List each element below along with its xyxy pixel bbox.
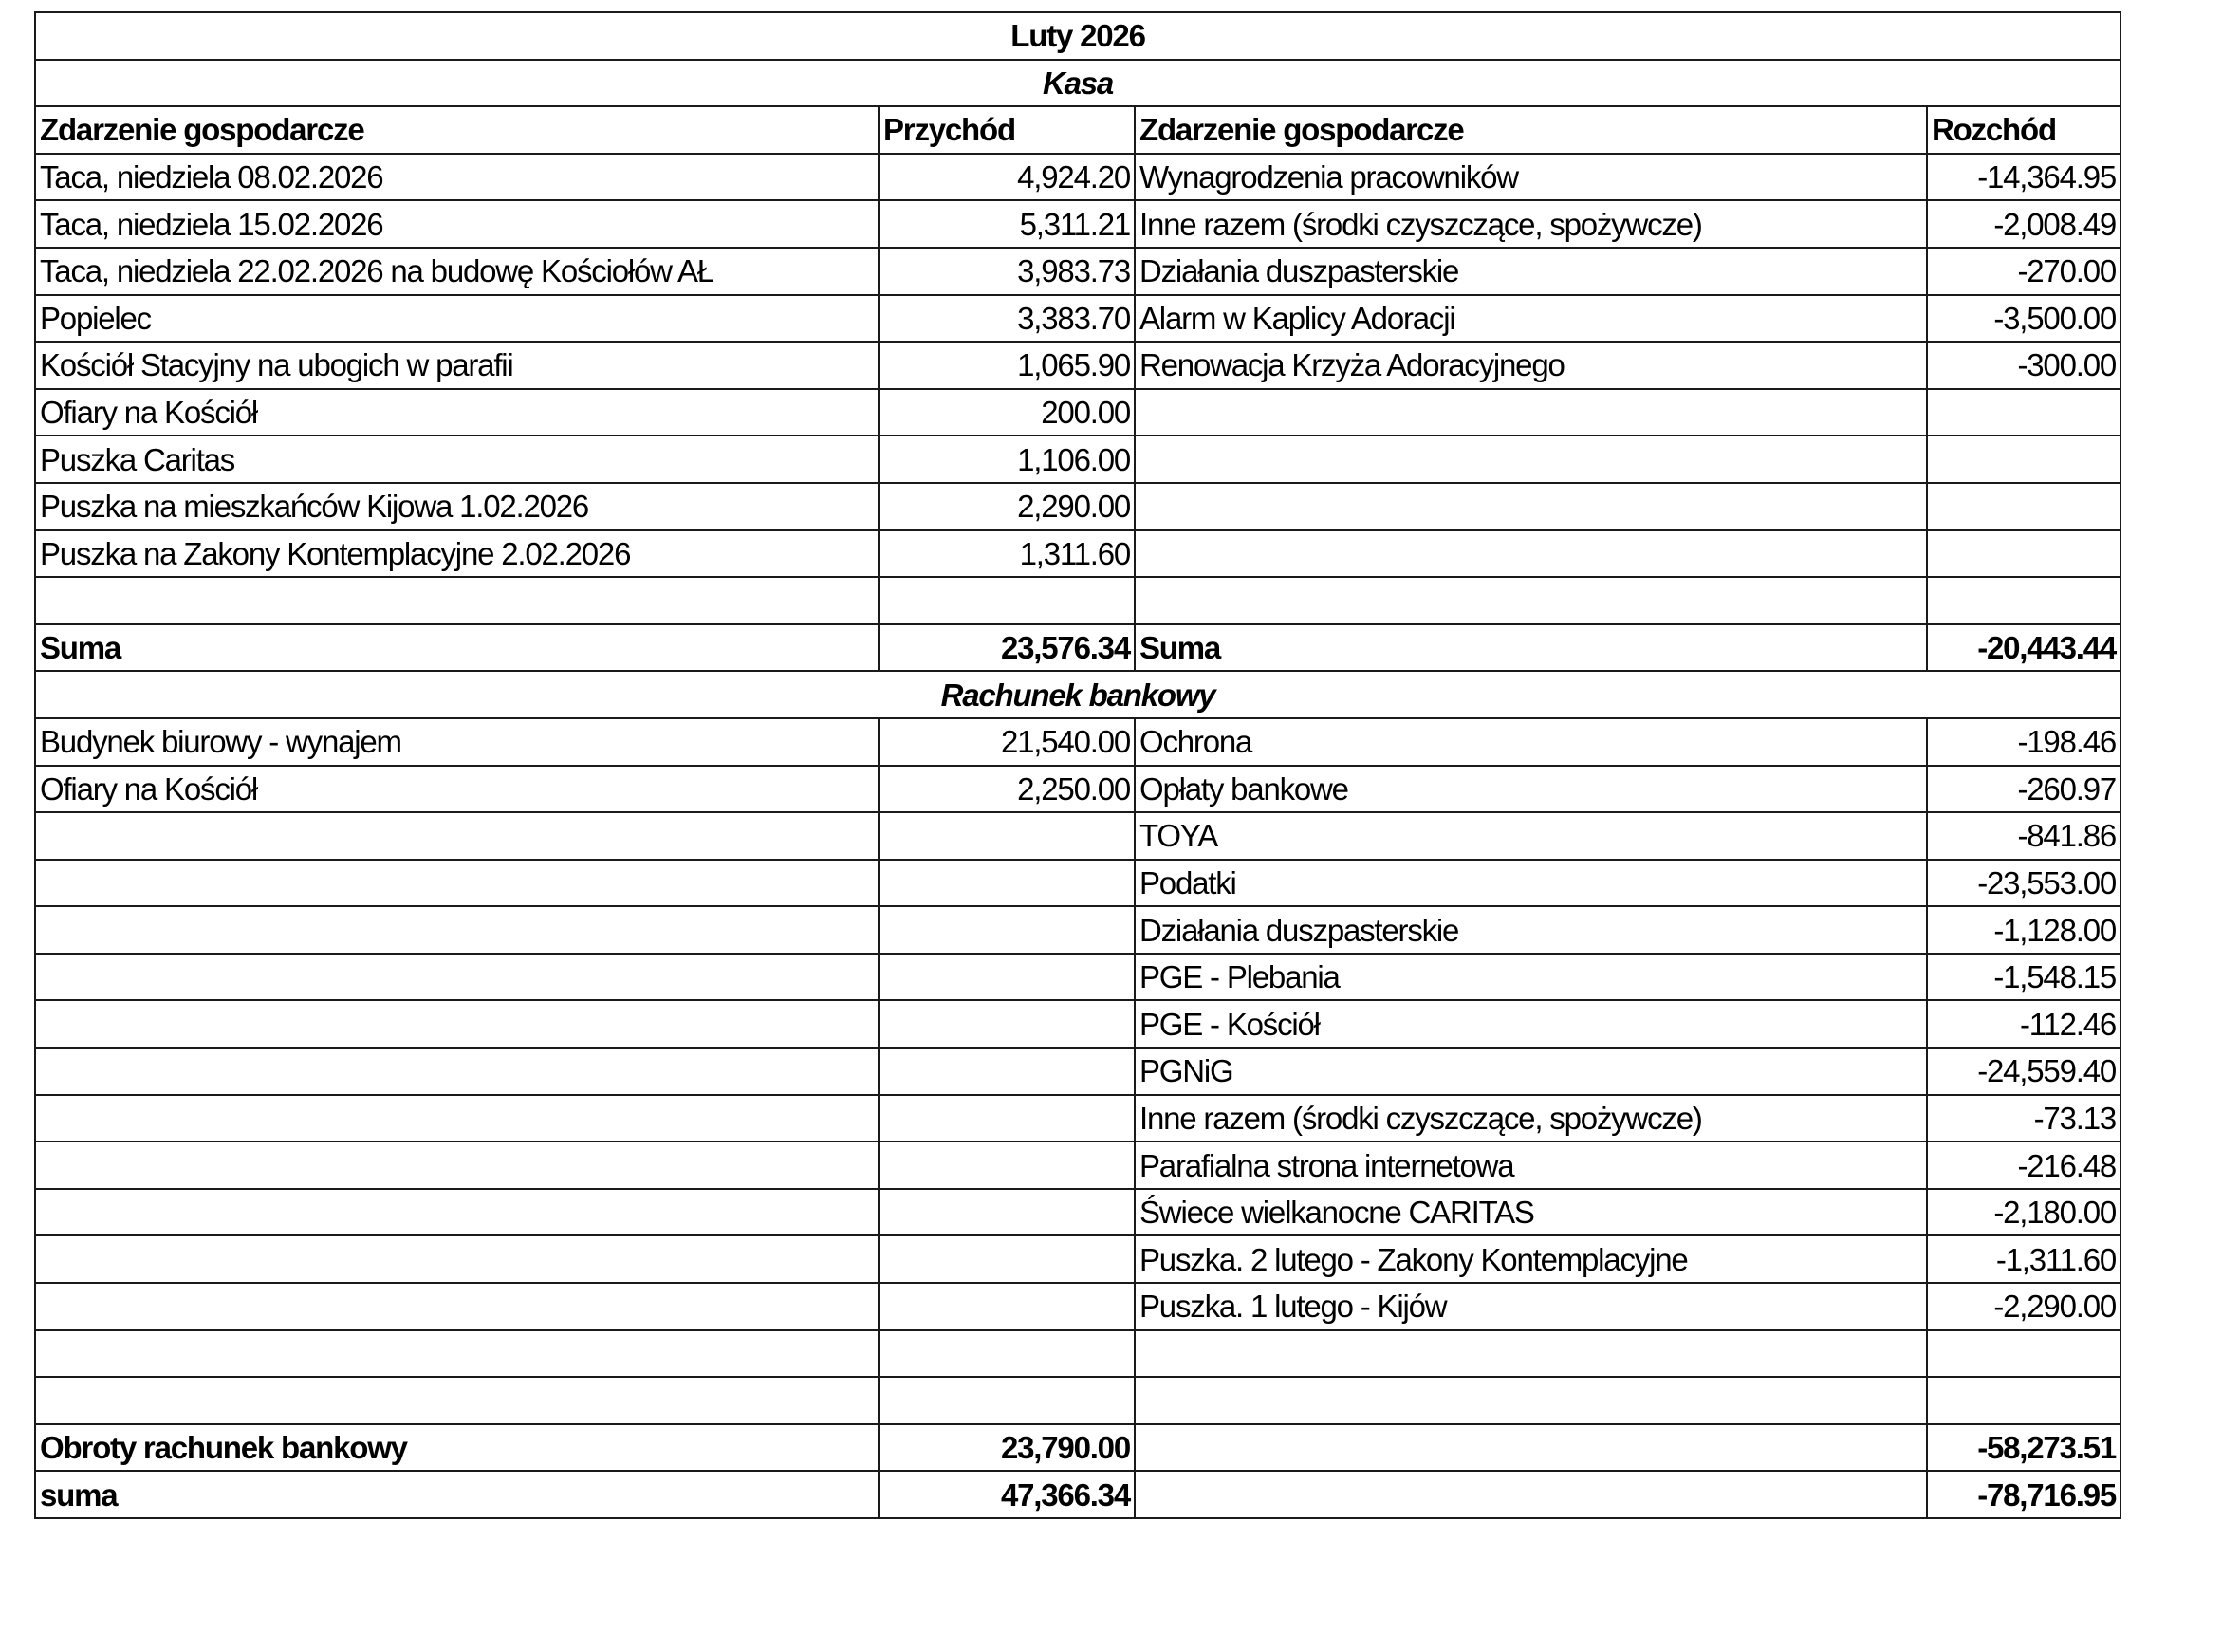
expense-value-cell: -112.46: [1927, 1000, 2120, 1048]
income-value-cell: 21,540.00: [879, 718, 1135, 766]
expense-event-cell: Działania duszpasterskie: [1135, 248, 1927, 295]
income-event-cell: Obroty rachunek bankowy: [35, 1424, 879, 1472]
income-value-cell: 47,366.34: [879, 1471, 1135, 1518]
kasa-table-row: [35, 200, 2120, 248]
bank-table-row: [35, 860, 2120, 907]
income-event-cell: [35, 1189, 879, 1236]
ledger-body: [35, 12, 2120, 1518]
income-event-cell: [35, 954, 879, 1001]
income-value-cell: [879, 1377, 1135, 1424]
income-value-cell: [879, 906, 1135, 954]
income-value-cell: 4,924.20: [879, 154, 1135, 201]
income-value-cell: [879, 860, 1135, 907]
kasa-table-row: [35, 248, 2120, 295]
expense-event-cell: PGNiG: [1135, 1048, 1927, 1095]
income-event-cell: Puszka na Zakony Kontemplacyjne 2.02.2026: [35, 530, 879, 578]
page-title: Luty 2026: [35, 12, 2120, 60]
income-value-cell: [879, 812, 1135, 860]
expense-event-cell: Puszka. 2 lutego - Zakony Kontemplacyjne: [1135, 1235, 1927, 1283]
bank-table-row: [35, 1142, 2120, 1189]
title-row: [35, 12, 2120, 60]
expense-value-cell: -1,311.60: [1927, 1235, 2120, 1283]
expense-event-cell: Alarm w Kaplicy Adoracji: [1135, 295, 1927, 343]
income-value-cell: 200.00: [879, 389, 1135, 436]
income-event-cell: [35, 812, 879, 860]
income-value-cell: [879, 1283, 1135, 1330]
expense-value-cell: -841.86: [1927, 812, 2120, 860]
expense-event-cell: [1135, 483, 1927, 530]
bank-table-row: [35, 954, 2120, 1001]
expense-event-cell: [1135, 530, 1927, 578]
bank-turnover-row: [35, 1424, 2120, 1472]
income-event-cell: [35, 577, 879, 624]
bank-table-row: [35, 1377, 2120, 1424]
kasa-table-row: [35, 530, 2120, 578]
income-value-cell: [879, 1142, 1135, 1189]
grand-total-row: [35, 1471, 2120, 1518]
header-row: [35, 106, 2120, 154]
expense-event-cell: Wynagrodzenia pracowników: [1135, 154, 1927, 201]
expense-value-cell: -2,180.00: [1927, 1189, 2120, 1236]
income-value-cell: [879, 1235, 1135, 1283]
bank-table-row: [35, 718, 2120, 766]
income-value-cell: [879, 577, 1135, 624]
expense-event-cell: [1135, 1330, 1927, 1378]
income-value-cell: 1,311.60: [879, 530, 1135, 578]
income-event-cell: [35, 1377, 879, 1424]
expense-event-cell: TOYA: [1135, 812, 1927, 860]
bank-table-row: [35, 1189, 2120, 1236]
kasa-table-row: [35, 295, 2120, 343]
expense-event-cell: [1135, 1424, 1927, 1472]
income-event-cell: [35, 1330, 879, 1378]
income-event-cell: Puszka Caritas: [35, 436, 879, 483]
expense-event-cell: Puszka. 1 lutego - Kijów: [1135, 1283, 1927, 1330]
bank-section-row: [35, 671, 2120, 718]
expense-value-cell: [1927, 530, 2120, 578]
header-expense-event: Zdarzenie gospodarcze: [1135, 106, 1927, 154]
expense-value-cell: [1927, 483, 2120, 530]
bank-section-title: Rachunek bankowy: [35, 671, 2120, 718]
income-value-cell: 23,790.00: [879, 1424, 1135, 1472]
income-event-cell: [35, 1048, 879, 1095]
income-value-cell: [879, 1095, 1135, 1142]
expense-value-cell: -24,559.40: [1927, 1048, 2120, 1095]
expense-value-cell: -58,273.51: [1927, 1424, 2120, 1472]
income-value-cell: 3,383.70: [879, 295, 1135, 343]
bank-table-row: [35, 1330, 2120, 1378]
expense-event-cell: [1135, 436, 1927, 483]
kasa-table-row: [35, 342, 2120, 389]
bank-table-row: [35, 1095, 2120, 1142]
income-value-cell: 1,065.90: [879, 342, 1135, 389]
income-event-cell: Taca, niedziela 22.02.2026 na budowę Kościołów AŁ: [35, 248, 879, 295]
expense-event-cell: Suma: [1135, 624, 1927, 672]
expense-value-cell: -3,500.00: [1927, 295, 2120, 343]
expense-value-cell: -73.13: [1927, 1095, 2120, 1142]
kasa-section-title: Kasa: [35, 60, 2120, 107]
bank-table-row: [35, 906, 2120, 954]
bank-table-row: [35, 812, 2120, 860]
kasa-sum-row: [35, 624, 2120, 672]
income-value-cell: 1,106.00: [879, 436, 1135, 483]
income-event-cell: Kościół Stacyjny na ubogich w parafii: [35, 342, 879, 389]
expense-value-cell: [1927, 1377, 2120, 1424]
header-income-event: Zdarzenie gospodarcze: [35, 106, 879, 154]
bank-table-row: [35, 1048, 2120, 1095]
expense-value-cell: -260.97: [1927, 766, 2120, 813]
expense-value-cell: [1927, 1330, 2120, 1378]
kasa-section-row: [35, 60, 2120, 107]
income-event-cell: Ofiary na Kościół: [35, 389, 879, 436]
income-event-cell: Budynek biurowy - wynajem: [35, 718, 879, 766]
income-event-cell: Popielec: [35, 295, 879, 343]
expense-event-cell: Ochrona: [1135, 718, 1927, 766]
income-value-cell: 23,576.34: [879, 624, 1135, 672]
expense-event-cell: PGE - Kościół: [1135, 1000, 1927, 1048]
expense-value-cell: -1,548.15: [1927, 954, 2120, 1001]
expense-event-cell: Inne razem (środki czyszczące, spożywcze): [1135, 1095, 1927, 1142]
income-value-cell: [879, 954, 1135, 1001]
expense-value-cell: -20,443.44: [1927, 624, 2120, 672]
expense-value-cell: -216.48: [1927, 1142, 2120, 1189]
expense-value-cell: -198.46: [1927, 718, 2120, 766]
kasa-table-row: [35, 436, 2120, 483]
header-income: Przychód: [879, 106, 1135, 154]
expense-value-cell: -270.00: [1927, 248, 2120, 295]
bank-table-row: [35, 1283, 2120, 1330]
expense-event-cell: [1135, 1471, 1927, 1518]
bank-table-row: [35, 766, 2120, 813]
income-event-cell: [35, 1000, 879, 1048]
income-event-cell: [35, 906, 879, 954]
expense-value-cell: -300.00: [1927, 342, 2120, 389]
expense-event-cell: Działania duszpasterskie: [1135, 906, 1927, 954]
expense-event-cell: [1135, 389, 1927, 436]
income-value-cell: [879, 1330, 1135, 1378]
expense-value-cell: -2,008.49: [1927, 200, 2120, 248]
ledger-table: [34, 11, 2121, 1519]
kasa-table-row: [35, 389, 2120, 436]
expense-event-cell: Podatki: [1135, 860, 1927, 907]
expense-event-cell: Inne razem (środki czyszczące, spożywcze): [1135, 200, 1927, 248]
income-value-cell: 2,290.00: [879, 483, 1135, 530]
header-expense: Rozchód: [1927, 106, 2120, 154]
expense-value-cell: -2,290.00: [1927, 1283, 2120, 1330]
bank-table-row: [35, 1235, 2120, 1283]
expense-event-cell: Renowacja Krzyża Adoracyjnego: [1135, 342, 1927, 389]
kasa-table-row: [35, 483, 2120, 530]
income-event-cell: suma: [35, 1471, 879, 1518]
income-event-cell: [35, 1095, 879, 1142]
expense-event-cell: [1135, 1377, 1927, 1424]
income-event-cell: [35, 860, 879, 907]
bank-table-row: [35, 1000, 2120, 1048]
income-event-cell: Taca, niedziela 15.02.2026: [35, 200, 879, 248]
expense-value-cell: -1,128.00: [1927, 906, 2120, 954]
income-value-cell: [879, 1000, 1135, 1048]
income-value-cell: 2,250.00: [879, 766, 1135, 813]
expense-value-cell: [1927, 577, 2120, 624]
expense-value-cell: [1927, 389, 2120, 436]
income-event-cell: Taca, niedziela 08.02.2026: [35, 154, 879, 201]
income-event-cell: Ofiary na Kościół: [35, 766, 879, 813]
expense-event-cell: Parafialna strona internetowa: [1135, 1142, 1927, 1189]
expense-event-cell: Świece wielkanocne CARITAS: [1135, 1189, 1927, 1236]
expense-event-cell: PGE - Plebania: [1135, 954, 1927, 1001]
income-event-cell: [35, 1283, 879, 1330]
kasa-table-row: [35, 577, 2120, 624]
income-value-cell: [879, 1189, 1135, 1236]
expense-value-cell: -14,364.95: [1927, 154, 2120, 201]
income-value-cell: [879, 1048, 1135, 1095]
income-event-cell: [35, 1142, 879, 1189]
expense-event-cell: [1135, 577, 1927, 624]
expense-value-cell: -78,716.95: [1927, 1471, 2120, 1518]
income-event-cell: Puszka na mieszkańców Kijowa 1.02.2026: [35, 483, 879, 530]
income-value-cell: 3,983.73: [879, 248, 1135, 295]
income-event-cell: [35, 1235, 879, 1283]
income-value-cell: 5,311.21: [879, 200, 1135, 248]
kasa-table-row: [35, 154, 2120, 201]
expense-value-cell: -23,553.00: [1927, 860, 2120, 907]
income-event-cell: Suma: [35, 624, 879, 672]
expense-event-cell: Opłaty bankowe: [1135, 766, 1927, 813]
expense-value-cell: [1927, 436, 2120, 483]
